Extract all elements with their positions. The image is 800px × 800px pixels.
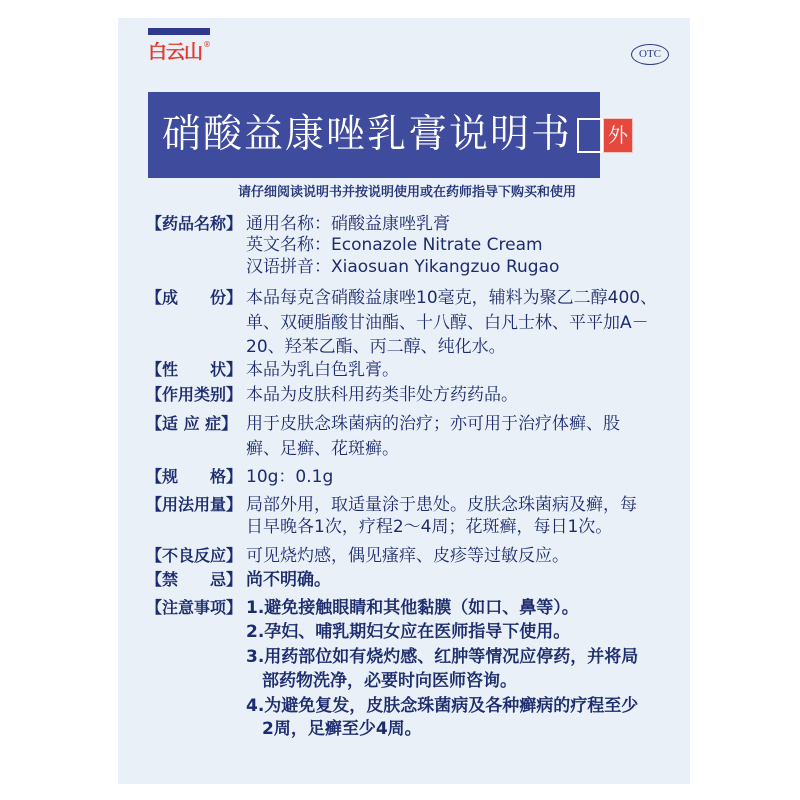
section-label: 【成 份】 [146,288,243,307]
section-line: 用于皮肤念珠菌病的治疗；亦可用于治疗体癣、股 [246,414,620,434]
section-line: 通用名称：硝酸益康唑乳膏 [246,214,450,234]
section-label: 【作用类别】 [146,385,243,404]
precaution-item: 1.避免接触眼睛和其他黏膜（如口、鼻等）。 [246,598,579,618]
otc-badge: OTC [631,44,669,65]
precaution-item: 3.用药部位如有烧灼感、红肿等情况应停药，并将局 [246,647,639,667]
section-line: 癣、足癣、花斑癣。 [246,439,399,459]
section-line: 汉语拼音：Xiaosuan Yikangzuo Rugao [246,257,560,277]
section-line: 本品为皮肤科用药类非处方药药品。 [246,385,518,405]
section-line: 可见烧灼感，偶见瘙痒、皮疹等过敏反应。 [246,546,569,566]
section-line: 本品为乳白色乳膏。 [246,360,399,380]
reading-notice: 请仔细阅读说明书并按说明使用或在药师指导下购买和使用 [237,185,576,200]
section-label: 【药品名称】 [146,214,243,233]
precaution-item-continued: 部药物洗净，必要时向医师咨询。 [262,671,517,691]
section-label: 【不良反应】 [146,546,243,565]
brand-logo: 白云山 [148,41,203,63]
section-label: 【适 应 症】 [146,414,238,433]
section-line: 本品每克含硝酸益康唑10毫克，辅料为聚乙二醇400、 [246,288,658,308]
external-use-badge: 外 [603,118,633,153]
section-label: 【禁 忌】 [146,570,243,589]
section-line: 局部外用，取适量涂于患处。皮肤念珠菌病及癣，每 [246,495,637,515]
section-label: 【用法用量】 [146,495,243,514]
section-label: 【注意事项】 [146,598,243,617]
section-label: 【规 格】 [146,467,243,486]
section-line: 20、羟苯乙酯、丙二醇、纯化水。 [246,337,506,357]
precaution-item: 2.孕妇、哺乳期妇女应在医师指导下使用。 [246,622,571,642]
section-line: 单、双硬脂酸甘油酯、十八醇、白凡士林、平平加A－ [246,313,649,333]
registered-mark: ® [203,40,211,49]
precaution-item: 4.为避免复发，皮肤念珠菌病及各种癣病的疗程至少 [246,696,639,716]
external-use-square-icon [577,118,603,153]
section-line: 英文名称：Econazole Nitrate Cream [246,235,543,255]
brand-top-bar [148,28,210,35]
section-line: 尚不明确。 [246,570,331,590]
document-title: 硝酸益康唑乳膏说明书 [162,112,573,157]
section-line: 日早晚各1次，疗程2～4周；花斑癣，每日1次。 [246,517,613,537]
section-line: 10g：0.1g [246,467,334,487]
precaution-item-continued: 2周，足癣至少4周。 [262,719,422,739]
section-label: 【性 状】 [146,360,243,379]
